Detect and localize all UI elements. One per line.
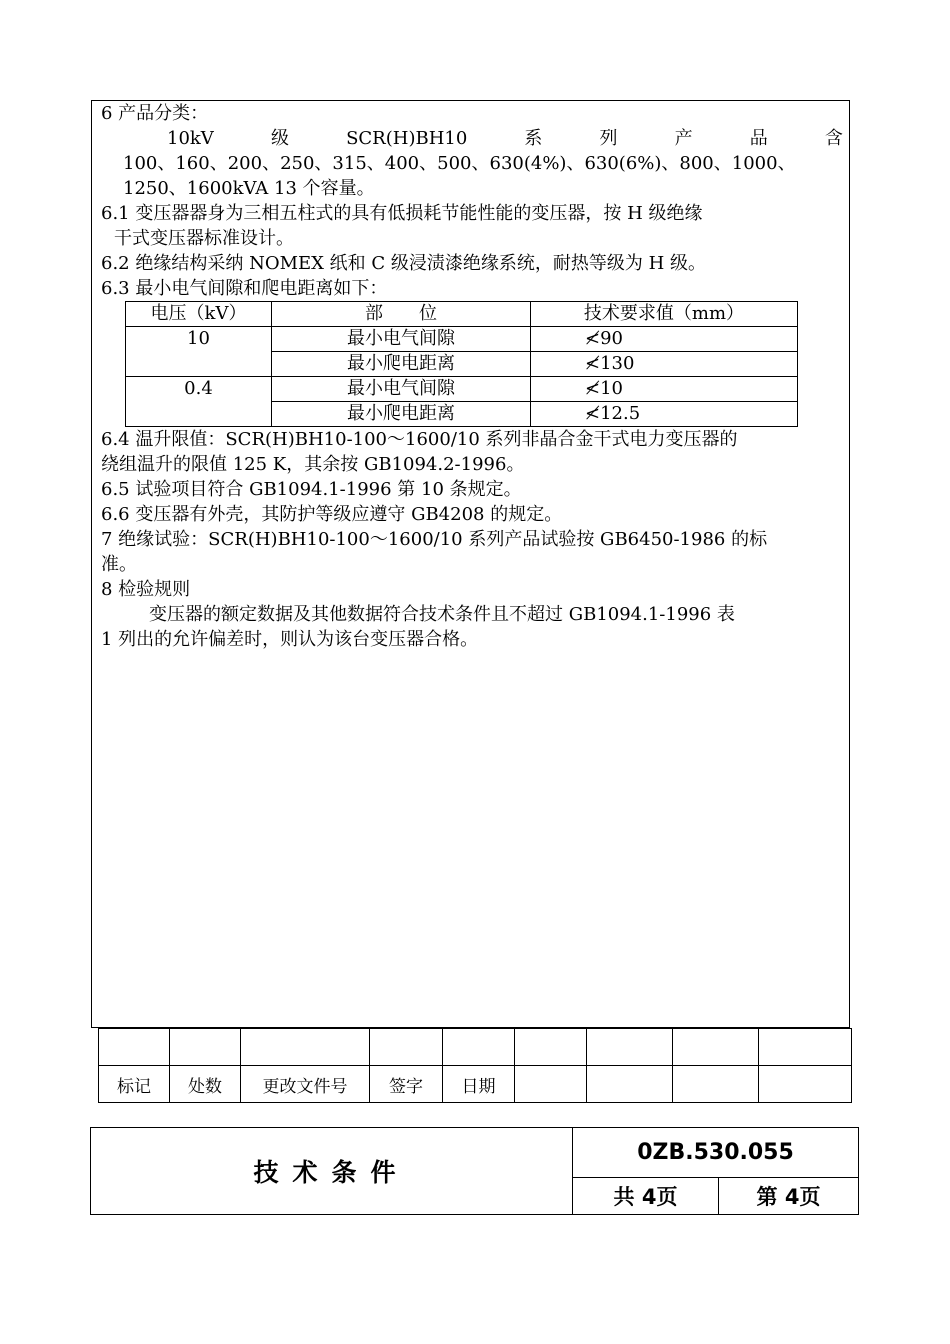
section-7-line-1: 7 绝缘试验：SCR(H)BH10-100～1600/10 系列产品试验按 GB6450-1986 的标 xyxy=(101,529,768,550)
section-8-title: 8 检验规则 xyxy=(101,579,191,600)
document-frame xyxy=(91,100,850,1028)
voltage-cell: 10 xyxy=(126,327,272,377)
doc-code: 0ZB.530.055 xyxy=(573,1128,859,1178)
value-cell: ≮12.5 xyxy=(531,402,798,427)
section-6-line-3: 1250、1600kVA 13 个容量。 xyxy=(123,178,375,199)
label-doc-no: 更改文件号 xyxy=(241,1066,370,1103)
section-6-3: 6.3 最小电气间隙和爬电距离如下： xyxy=(101,278,388,299)
sec6-word: 品 xyxy=(749,128,768,149)
document-body xyxy=(101,101,843,652)
section-6-5: 6.5 试验项目符合 GB1094.1-1996 第 10 条规定。 xyxy=(101,479,522,500)
table-header-row xyxy=(126,302,798,327)
label-count: 处数 xyxy=(170,1066,241,1103)
value-cell: ≮90 xyxy=(531,327,798,352)
sec6-word: 产 xyxy=(674,128,693,149)
section-6-4-line-1: 6.4 温升限值：SCR(H)BH10-100～1600/10 系列非晶合金干式电力变压器的 xyxy=(101,429,738,450)
sec6-word: 10kV xyxy=(167,128,214,149)
value-cell: ≮10 xyxy=(531,377,798,402)
part-cell: 最小爬电距离 xyxy=(272,402,531,427)
change-blank-row xyxy=(99,1029,852,1066)
header-voltage: 电压（kV） xyxy=(126,302,272,327)
section-6-4-line-2: 绕组温升的限值 125 K，其余按 GB1094.2-1996。 xyxy=(101,454,525,475)
table-row xyxy=(126,327,798,352)
section-6-1-line-1: 6.1 变压器器身为三相五柱式的具有低损耗节能性能的变压器，按 H 级绝缘 xyxy=(101,203,703,224)
section-6-2: 6.2 绝缘结构采纳 NOMEX 纸和 C 级浸渍漆绝缘系统，耐热等级为 H 级。 xyxy=(101,253,707,274)
section-8-line-2: 1 列出的允许偏差时，则认为该台变压器合格。 xyxy=(101,629,479,650)
label-signature: 签字 xyxy=(370,1066,443,1103)
doc-title: 技术条件 xyxy=(91,1128,573,1215)
header-part: 部 位 xyxy=(272,302,531,327)
page-number: 第 4页 xyxy=(719,1177,859,1214)
section-6-6: 6.6 变压器有外壳，其防护等级应遵守 GB4208 的规定。 xyxy=(101,504,563,525)
title-block xyxy=(90,1127,859,1215)
sec6-word: SCR(H)BH10 xyxy=(346,128,468,149)
value-cell: ≮130 xyxy=(531,352,798,377)
total-pages: 共 4页 xyxy=(573,1177,719,1214)
voltage-cell: 0.4 xyxy=(126,377,272,427)
label-mark: 标记 xyxy=(99,1066,170,1103)
sec6-word: 列 xyxy=(599,128,618,149)
part-cell: 最小电气间隙 xyxy=(272,377,531,402)
table-row xyxy=(126,377,798,402)
label-date: 日期 xyxy=(443,1066,515,1103)
section-7-line-2: 准。 xyxy=(101,554,137,575)
clearance-table xyxy=(125,301,798,427)
change-label-row xyxy=(99,1066,852,1103)
section-6-line-1 xyxy=(101,126,843,151)
part-cell: 最小爬电距离 xyxy=(272,352,531,377)
section-6-line-2: 100、160、200、250、315、400、500、630(4%)、630(6%)、800、1000、 xyxy=(123,153,796,174)
section-6-title: 6 产品分类： xyxy=(101,103,209,124)
sec6-word: 含 xyxy=(824,128,843,149)
header-value: 技术要求值（mm） xyxy=(531,302,798,327)
section-8-line-1: 变压器的额定数据及其他数据符合技术条件且不超过 GB1094.1-1996 表 xyxy=(149,604,735,625)
sec6-word: 系 xyxy=(524,128,543,149)
part-cell: 最小电气间隙 xyxy=(272,327,531,352)
change-record-table xyxy=(98,1028,852,1103)
sec6-word: 级 xyxy=(270,128,289,149)
section-6-1-line-2: 干式变压器标准设计。 xyxy=(114,228,294,249)
